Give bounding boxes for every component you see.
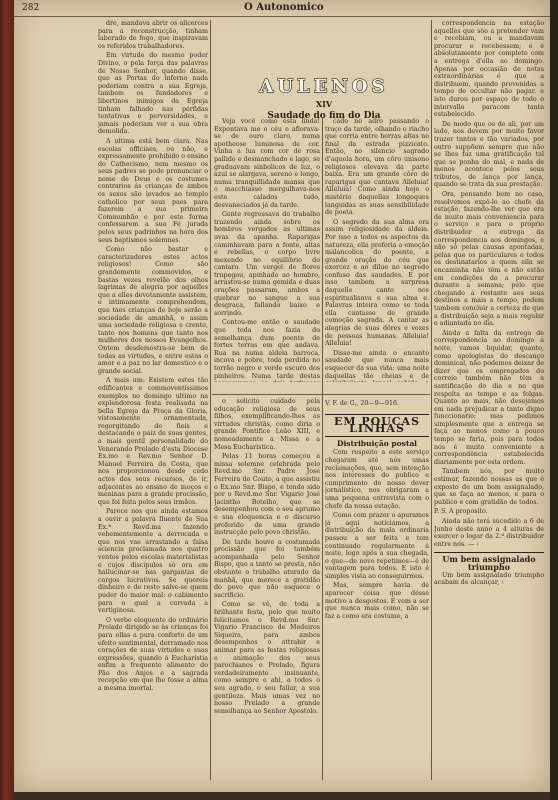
paragraph: correspondencia na estação aquelles que sôo a pretender vam e recebiam, ou a mandavam procurar e recebessem; e é absolutamente por completo com a entrega d'ella ao domingo. Apenas por occasião de notas extraordinárias é que a distribuem, quando prevenidas a tempo de occultar não pagar, e isto durou por espaço de todo o intervallo paracom tanta estabelecido.: [434, 20, 544, 119]
paragraph: cado no adro passando o traço da tarde, olhando o riacho que corria entre herras altas no final da estrada pizzicato. Então, no silencio sagrado d'aquela hora, um côro unisono religiosos elevava da parte baixa. Era um grande côro de raparigas que cantava Alleluia! Alleluia! Como ainda hoje o mistério daquellas longoques languidas as suas sensibilidade de poeta.: [325, 118, 429, 217]
note-title: P. S. A proposito.: [434, 508, 488, 516]
paragraph: Disse-me ainda o encanto saudade que nunca mais esquecer da sua vida: uma noite daquellas tão cheias e de: [325, 349, 429, 380]
article-subtitle: Saudade do fim do Dia: [267, 111, 381, 121]
paragraph: dre, mandava abrir os alicerces para a reconstrucção, tinham laborado de fogo, que inspiravam os referidos trabalhadores.: [98, 20, 208, 50]
column-2-lower: [214, 398, 320, 776]
column-rule: [431, 20, 432, 780]
column-3-upper: [325, 118, 429, 382]
paragraph: Gente regressava do trabalho trazendo ainda sobre os hombros vergados as ultimas uvas da apanha. Raparigas caminhavam para a fonte, altas e rebellas, o corpo livre mexendo no equilibrio do cantaro. Um vergel de flores trupegou, apinhado ao hombro, arrastou-se numa gemida e duas orações passaram, ambos a quebrar no sangue a sua desgraça, fallando baixo e sorrindo.: [214, 211, 320, 317]
column-3-lower: [325, 398, 429, 776]
running-title: O Autonomico: [244, 2, 324, 13]
column-4: [434, 20, 544, 772]
book-binding: [0, 0, 14, 800]
paragraph: O segredo da sua alma era assim religiosidade da aldeia. Por isso a todos os aspectos da natureza, ella preferia a emoção malancolica do poente, a grande oração do céu que exorcez e ao dilue no segredo confuso das saudades. E por isso tambem a surpresa daquelle canto nos espiritualisava e sua alma e. Palavras inteira como se toda ella cantasse de grande comoção sagrada. A cantar as alegrias de suas dôres e vozes de pessoas humanas. Alleluia! Alleluia!: [325, 218, 429, 348]
paragraph: Com respeito a este serviço chegaram até nós umas reclamações, que, sem intenção nos interesses do publico e cumprimento do nosso dever jornalístico, nos obrigaram a uma pequena entrevista com o chefe da nossa estação.: [325, 449, 429, 510]
paragraph: Tambem nós, por muito estimar, fazendo nossas as que é exposto de um bom assignalado, que se faça ao menos, e para o publico e com gratidão de todos.: [434, 468, 544, 506]
paragraph: Ora, pensando bem no caso, resolvemos expô-lo ao chefe da estação, fazendo-lhe ver que era de muito mais conveniencia para o serviço e para o proprio distribuidor a entrega da correspondencia aos domingos, e não só pelas causas apontadas, pelas que os particulares e todos os destinatarios a quem ella se encaminha não têm e não estão em condições de a procurar durante a semana; pelo que chegando a restante aos seus destinos a mais a tempo, podem tambem concluir a certeza de que a distribuição seja a mais regular e adiantada no dia.: [434, 191, 544, 328]
paragraph: o solicito cuidado pela educação religiosa de seus filhos, exemplificando-lhes as virtudes christãs, como diria o grande Pontifice Leão XIII, e nomeadamente a Missa e a Mesa Eucharistica.: [214, 398, 320, 451]
paragraph: Contou-me então o saudade que toda nos fazia do semelhança dum poente de fortes terras em que andava. Rua na numa aldeia barroca, incova e pobre, toda perdida no torrão negro e verde escuro dos pinheiros. Numa tarde destas: [214, 319, 320, 380]
section-subtitle: Distribuição postal: [336, 438, 418, 448]
column-rule: [322, 118, 323, 780]
paragraph: Parece nos que ainda estamos a ouvir a palavra fluente de Sua Ex.ª Revd.ma fazendo vehementemente a derrocada e que nos vae arrastando a falsa sciencia proclamada nos quatro ventos pelos escolas materialistas e cujos discipulos só ora em hallucinar-se nas gargantas de cargos lucrativos. Se quereis dinheiro e de resto salve-se quem puder do maior mal: o cabimento para o qual a curvada a vertiginosa.: [98, 508, 208, 615]
section-heading: EM POUCAS LINHAS: [325, 414, 429, 437]
paragraph: Pelas 11 horas começou a missa solemne celebrada pelo Revd.mo Snr. Padre José Ferreira do Couto, a que assistiu o Ex.mo Snr. Bispo, e tendo sido por o Revd.mo Snr. Vigario José Jacintho Botelho, que se desempenhou com o seu aprumo e sua eloquencia e o discurso proferido de uma grande instrucção pelo povo christão.: [214, 453, 320, 537]
article-masthead: [219, 76, 429, 121]
section-rule: [212, 394, 430, 395]
paragraph: O verbo eloquente do ordinário Prelado dirigido se às crianças foi para ellas a pura conforto de um efeito sentimental, derramado nos corações de suas virtudes e suas expressões, quando á Eucharistia enfim a frequente alimento do Pão dos Anjos e a sagrada recepção em que lhe fosse a alma a mesma imortal.: [98, 616, 208, 693]
paragraph: Ainda não terá sucedido a 6 de Junho deste anno a 4 alturas de exercer o logar da 2.ª distribuidor entre nós. — ‹: [434, 518, 544, 548]
article-number: XIV: [315, 99, 333, 109]
scan-edge: [550, 0, 558, 800]
column-2-upper: [214, 118, 320, 382]
paragraph: Ainda a falta da entrega de correspondencia ao domingo á noite, vamos liquidar, quanto, como apologistas do descanço dominical, não podemos deixar de dizer que os empregados do correio também não têm a santificação do dia e no que respeita ao tempo e as folgas. Quanto ao mais, não desejámos em nada prejudicar a tanto digno funccionario; mas pedimos simplesmente que a entrega se faça ao menos como a pouco tempo se faria, pois para todos nós é muito conveniente a correspondência estabelecida diariamente por esta ordem.: [434, 329, 544, 466]
page-header: [14, 0, 550, 17]
section-title: AULENOS: [259, 76, 389, 97]
column-rule: [210, 20, 211, 780]
paragraph: Um bem assignalado triumpho acabam de alcançar, ‹: [434, 571, 544, 587]
paragraph: A ultima está bem clara. Nas escolas officiaes, ou não, e expressamente prohibido o ensino do Cathecismo, nem mesmo os seus padres se pode pronunciar o nome de Deus e os costumes contrarios ás crianças de ambos os sexos são levados ao templo catholico por seus paes para fazerem a sua primeira Communhão e por este forma confessarem a sua Fé jurada pelos seus padrinhos na hora dos seus baptismos solemnes.: [98, 137, 208, 244]
newspaper-page: [14, 0, 550, 792]
lower-signature: V. F. de G., 20—9—916.: [325, 400, 400, 407]
paragraph: De tarde houve a costumada procissão que foi também acompanhada pelo Senhor Bispo, que a tanto se presta, não obstante o trabalho aturado da manhã, que merece a gratidão do povo que não esquece o sacrificio.: [214, 538, 320, 599]
paragraph: Em virtude do mesmo poder Divino, o pela força das palavras de Nosso Senhor, quando disse, que as Portas do inferno nada poderiam contra a sua Egreja, tambem os fundadores e libertinos inimigos da Egreja tinham falhado nas pérfidas tentativas e perversidades, e jamais poderiam ver a sua obra demolida.: [98, 52, 208, 136]
paragraph: Veja você como ésta linda! Expontava me o céu e aflorava-se de ouro claro, numa apotheose luminosa de cor. Vinha a lua com cor de rosa pallido e desmanchado e lago, se graduavam sinbolicos de luz, o azul se alargava, sereno e longo, numa tranquillidade mansa que o macchiasso mergulhava-nos este calados tudo, desvaneciados já da tarde.: [214, 118, 320, 209]
column-1: [98, 20, 208, 772]
triumph-heading: Um bem assignalado triumpho: [434, 552, 544, 571]
paragraph: Como se vê, de toda a brilhante festa, pelo que muito felicitamos o Revd.mo Snr. Vigario Francisco de Medeiros Siqueira, para ambos desempenhos o attrahir e animar para as festas religiosas e animação dos seus parochianos o Prelado, figura verdadeiramente insinuante, como sempre e ahi, a todos o seu agrado, o seu fallar, a sua gentileza. Mais umas vez no nosso Prelado a grande semelhança ao Senhor Apostolo.: [214, 601, 320, 715]
paragraph: Mas, sempre havia de aparecer coisa que désse motivo a desgostos. E vem a ser que nunca mais como, não se faz a como era costume, a: [325, 582, 429, 620]
page-number: 282: [22, 3, 40, 13]
paragraph: De modo que os de ali, por um lado, nos devem por muito favor trazer tantos e tão variados, por outro suppõem sempre que não se lhes faz uma gratificação tal que se ponha do mal, e nada de menos acontece pelos seus tributos, de lança por lança, quando se trata da sua prestação.: [434, 120, 544, 189]
paragraph: Como com prazer o apuramos já aqui noticiámos, a distribuição da mala ordinaria passou a ser feita e tem continuado regularmente á noite, logo após a sua chegada, o que—de novo repetimos—é de vantagem para todos. E isto é simples vista ao conseguirmos.: [325, 512, 429, 580]
paragraph: Como não bastar e caracterizadores estes actos religiosos! Como são grandemente commovidos, e bastas vezes revelão dos olhos lagrimas de alegria por aquelles que a elles devotamente assistem, e intimamente comprehendem, que taes crianças de hoje serão a sociedade de amanhã, e assim uma sociedade religiosa e crente, tanto nos homens que tanto nos mulheres dos nossos Evangelhos. Ontem desdemostra-se bem de todas as virtudes, e entre estas o amor e a paz no lar domestico e o grande social.: [98, 246, 208, 375]
paragraph: A mais um: Existem estes tão edificantes e commoventíssimos exemplos no domingo ultimo na explendorosa festa realisada na bella Egreja da Praça da Gloria, vistosamente ornamentada, regorgitando de fieis e destacando o paiz de suas gentes, a mais gentil personalidade do Venerando Prelado d'esta Diocese Ex.mo e Rev.mo Senhor D. Manuel Ferreira da Costa, que nos proporcionou desde cedo actos dos seus recursos, de ir, adjacentes ao ensino de moços e meninas para a grande procissão, que foi feita pelos seus irmãos.: [98, 377, 208, 506]
